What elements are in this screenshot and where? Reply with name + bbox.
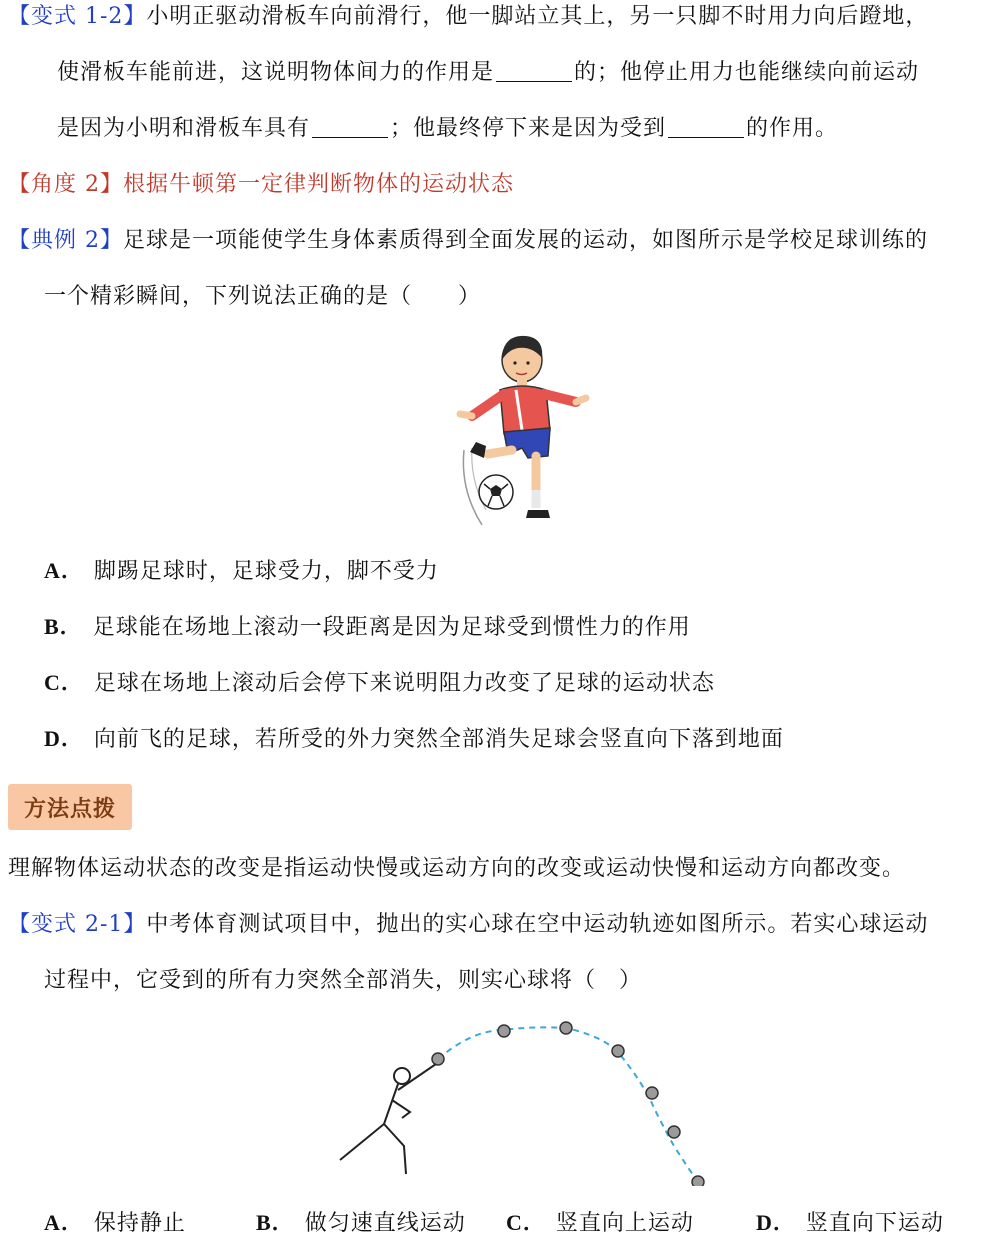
variant-2-1-tag: 【变式 2-1】 <box>8 912 147 937</box>
angle-2-heading: 【角度 2】根据牛顿第一定律判断物体的运动状态 <box>8 172 514 197</box>
method-tip-text: 理解物体运动状态的改变是指运动快慢或运动方向的改变或运动快慢和运动方向都改变。 <box>8 856 906 881</box>
soccer-player-illustration <box>452 330 602 542</box>
variant-2-1-line-2: 过程中，它受到的所有力突然全部消失，则实心球将（ ） <box>44 968 643 993</box>
shot-put-trajectory-figure <box>332 1014 716 1186</box>
variant-2-1-option-b[interactable]: B． 做匀速直线运动 <box>256 1210 466 1236</box>
answer-blank-3[interactable] <box>668 117 744 138</box>
example-2-line-1: 【典例 2】足球是一项能使学生身体素质得到全面发展的运动，如图所示是学校足球训练的 <box>8 228 929 253</box>
variant-1-2-line-2: 使滑板车能前进，这说明物体间力的作用是 的；他停止用力也能继续向前运动 <box>57 60 920 85</box>
variant-2-1-line-1: 【变式 2-1】中考体育测试项目中，抛出的实心球在空中运动轨迹如图所示。若实心球运动 <box>8 912 929 937</box>
example-2-option-d[interactable]: D． 向前飞的足球，若所受的外力突然全部消失足球会竖直向下落到地面 <box>44 726 784 752</box>
example-2-option-b[interactable]: B． 足球能在场地上滚动一段距离是因为足球受到惯性力的作用 <box>44 614 691 640</box>
variant-2-1-option-c[interactable]: C． 竖直向上运动 <box>506 1210 694 1236</box>
example-2-option-a[interactable]: A． 脚踢足球时，足球受力，脚不受力 <box>44 558 439 584</box>
example-2-line-2: 一个精彩瞬间，下列说法正确的是（ ） <box>44 284 482 309</box>
example-2-option-c[interactable]: C． 足球在场地上滚动后会停下来说明阻力改变了足球的运动状态 <box>44 670 715 696</box>
variant-1-2-line-3: 是因为小明和滑板车具有 ；他最终停下来是因为受到 的作用。 <box>57 116 839 141</box>
variant-1-2-line-1: 【变式 1-2】小明正驱动滑板车向前滑行，他一脚站立其上，另一只脚不时用力向后蹬地， <box>8 4 929 29</box>
answer-blank-1[interactable] <box>496 61 572 82</box>
answer-blank-2[interactable] <box>312 117 388 138</box>
variant-2-1-option-a[interactable]: A． 保持静止 <box>44 1210 186 1236</box>
variant-1-2-tag: 【变式 1-2】 <box>8 4 147 29</box>
example-2-tag: 【典例 2】 <box>8 228 123 253</box>
variant-2-1-option-d[interactable]: D． 竖直向下运动 <box>756 1210 944 1236</box>
method-tip-label: 方法点拨 <box>8 784 132 830</box>
